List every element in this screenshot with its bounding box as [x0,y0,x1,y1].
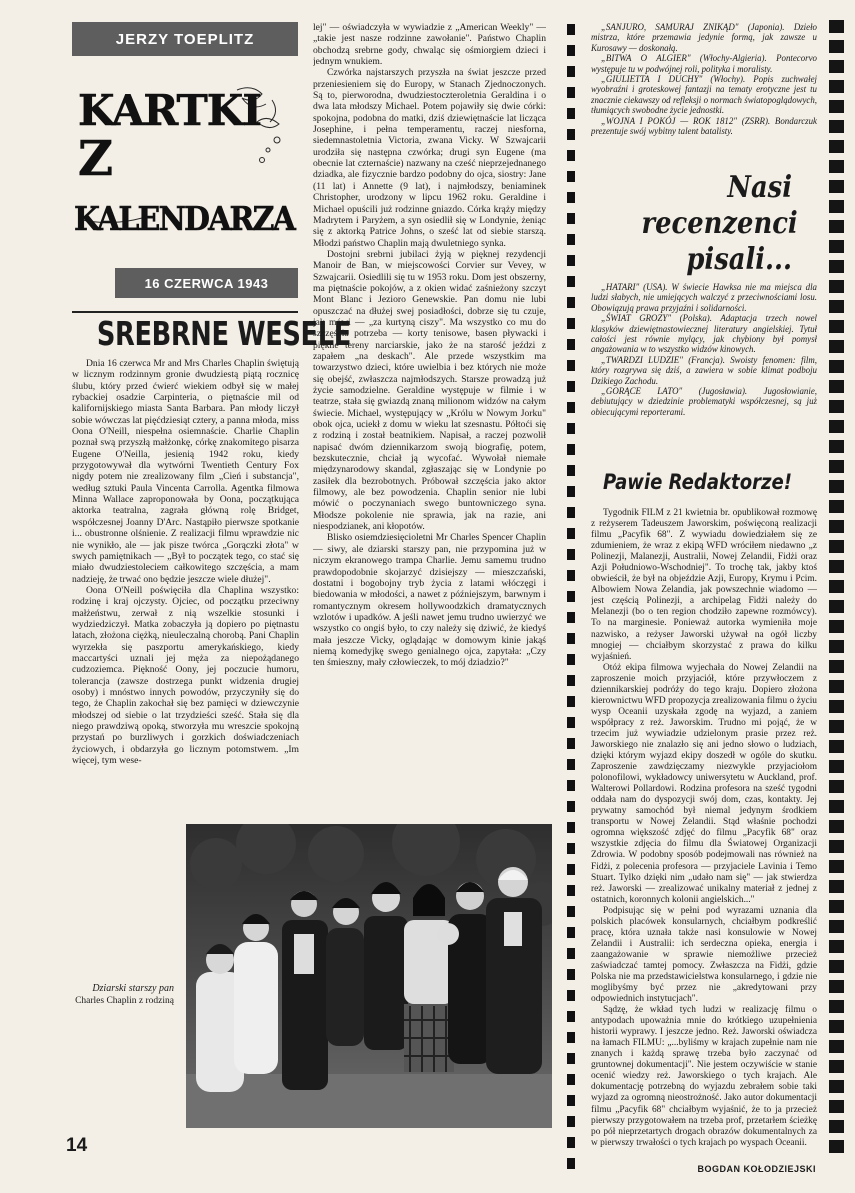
film-perforation [829,20,844,33]
film-perforation [567,276,575,287]
film-strip-divider [567,24,577,1184]
film-perforation [567,87,575,98]
film-perforation [567,24,575,35]
film-perforation [567,948,575,959]
film-perforation [829,1140,844,1153]
film-perforation [829,100,844,113]
film-perforation [829,760,844,773]
article-paragraph: Oona O'Neill poświęciła dla Chaplina wszystko: rodzinę i kraj ojczysty. Ojciec, od początku przeciwny małżeństwu, zerwał z nią wszelkie stosunki i wydziedziczył. Matka zobaczyła ją dopiero po piętnastu latach, złożona ciężką, nieuleczalną chorobą. Pani Chaplin wyrzekła się paszportu amerykańskiego, kiedy maccartyści uznali jej męża za niepożądanego cudzoziemca. Piękność Oony, jej poczucie humoru, tolerancja (zawsze dostrzega punkt widzenia drugiej osoby) i mnóstwo innych powodów, przyczyniły się do tego, że Chaplin zakochał się bez pamięci w dziewczynie młodszej od siebie o lat trzydzieści sześć. Stała się dla niego prawdziwą opoką, stworzyła mu wreszcie spokojną przystań po burzliwych i gorzkich doświadczeniach życiowych, i obdarzyła go licznym potomstwem. „Im więcej, tym wese- [72,584,299,767]
film-perforation [829,140,844,153]
film-perforation [829,60,844,73]
film-perforation [567,192,575,203]
film-perforation [567,654,575,665]
article-paragraph: Czwórka najstarszych przyszła na świat jeszcze przed przeniesieniem się do Europy, w Stanach Zjednoczonych. Są to, pierworodna, dwudziestoczteroletnia Geraldina i o dwa lata młodszy Michael. Potem pojawiły się dwie córki: spokojna, podobna do matki, dziś dziewiętnaście lat licząca Josephine, i pełna temperamentu, raczej niesforna, siedemnastoletnia Victoria, zwana Vicky. W Szwajcarii urodziła się następna czwórka; drugi syn Eugene (ma obecnie lat czternaście) nazwany na cześć nieprzejednanego dziadka, ale fizycznie bardzo podobny do ojca, siostry: Jane (11 lat) i Annette (9 lat), i najmłodszy, beniaminek Christopher, urodzony w lipcu 1962 roku. Geraldine i Michael opuścili już rodzinne gniazdo. Córka krąży między Madrytem i Paryżem, a syn osiedlił się w Londynie, żeniąc się z aktorką Patrice Johns, o sześć lat od siebie starszą. Młodzi państwo Chaplin mają dwuletniego synka. [313,67,546,249]
heading-line: Nasi [727,170,792,205]
film-perforation [829,400,844,413]
review-item: „ŚWIAT GROZY" (Polska). Adaptacja trzech nowel klasyków dziewiętnastowiecznej literatury angielskiej. Tytuł całości jest równie mylący, jak chybiony był pomysł angażowania w to wszystko widzów kinowych. [591,313,817,355]
review-item: „GORĄCE LATO" (Jugosławia). Jugosłowianie, debiutujący w dziedzinie problematyki współczesnej, są już obiecującymi reporterami. [591,386,817,417]
film-perforation [829,80,844,93]
author-name: JERZY TOEPLITZ [115,30,255,48]
review-item: „GIULIETTA I DUCHY" (Włochy). Popis zuchwałej wyobraźni i groteskowej fantazji na tematy erotyczne jest tu znacznie ciekawszy od refleksji o normach światopoglądowych, tłumiących swobodne życie jednostki. [591,74,817,116]
film-perforation [829,620,844,633]
photo-caption [66,983,174,1007]
film-perforation [567,906,575,917]
film-perforation [829,660,844,673]
film-perforation [567,633,575,644]
film-perforation [567,486,575,497]
film-perforation [567,1011,575,1022]
film-perforation [829,480,844,493]
film-perforation [829,820,844,833]
film-perforation [829,900,844,913]
title-line-2: Z [78,131,114,187]
article-column-1 [72,358,299,813]
film-perforation [829,120,844,133]
ornate-title-graphic [72,80,298,238]
film-perforation [829,640,844,653]
film-perforation [829,960,844,973]
heading-line: pisali... [686,242,792,277]
review-item: „BITWA O ALGIER" (Włochy-Algieria). Pontecorvo występuje tu w podwójnej roli, polityka i moralisty. [591,53,817,74]
film-perforation [567,1158,575,1169]
film-perforation [829,940,844,953]
section-heading-nasi-recenzenci [641,170,798,278]
letter-paragraph: Podpisując się w pełni pod wyrazami uznania dla polskich placówek konsularnych, chciałbym podkreślić pracę, która uznała także nasi konsulowie w Nowej Zelandii i Australii: ich serdeczna opieka, energia i zaangażowanie w sprawie niemożliwe przecież zaświadczać tamtej pomocy. Zwłaszcza na Fidżi, gdzie Polska nie ma przedstawicielstwa konsularnego, i gdzie nie moglibyśmy być przez nie „akredytowani przy odpowiednich instytucjach". [591,905,817,1005]
film-perforation [829,740,844,753]
film-perforation [829,1040,844,1053]
letter-paragraph: Otóż ekipa filmowa wyjechała do Nowej Zelandii na zaproszenie moich przyjaciół, które przywłoczem z dziennikarskiej podróży do tego kraju. Dopiero złożona kierownictwu WFD propozycja zrealizowania filmu o życiu wysp Oceanii uzyskała zgodę na wyjazd, a zaniem współpracy z reż. Jaworskim. Trudno mi pojąć, że w trzecim już wywiadzie udzielonym prasie przez reż. Jaworskiego nie znalazło się ani jedno słowo o ludziach, dzięki którym wyjazd ekipy doszedł w ogóle do skutku. Zaproszenie zawdzięczamy niezwykle przyjaciołom polonofilowi, wykładowcy uniwersytetu w Auckland, prof. Walterowi Pollardowi. Rodzina profesora na sześć tygodni oddała nam do dyspozycji swój dom, czas, kontakty. Jej prywatny samochód był niemal jedynym środkiem transportu w Nowej Zelandii. Stąd właśnie pochodzi ogromna większość zdjęć do filmu „Pacyfik 68" oraz wszystkie zdjęcia do filmu dla Światowej Organizacji Zdrowia. W podobny sposób podejmowali nas również na Fidżi, z polecenia profesora — przyjaciele Lavinia i Temo Stuart. Tylko dzięki nim „udało nam się" — jak stwierdza reż. Jaworski — zrealizować unikalny materiał z jednej z ostatnich, koronnych kolonii angielskich..." [591,662,817,905]
film-perforation [567,801,575,812]
film-perforation [567,234,575,245]
film-perforation [829,720,844,733]
article-paragraph: lej" — oświadczyła w wywiadzie z „American Weekly" — „takie jest nasze rodzinne zawołanie". Państwo Chaplin obchodzą srebrne gody, chwaląc się ośmiorgiem dzieci i jednym wnukiem. [313,22,546,68]
film-perforation [829,540,844,553]
film-perforation [567,150,575,161]
page-number: 14 [66,1135,88,1156]
film-perforation [829,680,844,693]
film-perforation [567,780,575,791]
film-perforation [829,260,844,273]
film-perforation [567,1053,575,1064]
film-perforation [567,297,575,308]
film-perforation [567,507,575,518]
film-perforation [567,108,575,119]
author-banner [72,22,298,56]
film-perforation [567,1095,575,1106]
film-perforation [829,780,844,793]
film-perforation [829,800,844,813]
film-perforation [829,1000,844,1013]
caption-subtitle: Charles Chaplin z rodziną [75,996,174,1006]
film-perforation [567,990,575,1001]
film-perforation [567,549,575,560]
film-perforation [567,969,575,980]
film-perforation [567,1032,575,1043]
film-perforation [567,402,575,413]
film-perforation [829,1120,844,1133]
film-perforation [567,171,575,182]
film-perforation [829,560,844,573]
film-perforation [567,759,575,770]
article-paragraph: Dostojni srebrni jubilaci żyją w pięknej rezydencji Manoir de Ban, w miejscowości Corvier sur Vevey, w Szwajcarii. Osiedlili się tu w 1953 roku. Dom jest obszerny, ma piętnaście pokojów, a z okien widać zaśnieżony szczyt Mont Blanc i Jezioro Genewskie. Pan domu nie lubi opuszczać na dłużej swej posiadłości, dobrze się tu czuje, jak mówi — „za kurtyną ciszy". Ma wszystko co mu do szczęścia potrzeba — korty tenisowe, basen pływacki i piękne tereny narciarskie, jako że na starość jeździ z zapałem „na deskach". Ale przede wszystkim ma towarzystwo dzieci, które uwielbia i bez których nie może się obejść, zwłaszcza najmłodszych. Starsze prowadzą już życie samodzielne. Geraldine występuje w filmie i w teatrze, stała się gwiazdą znaną milionom widzów na całym świecie. Michael, występujący w „Królu w Nowym Jorku" obok ojca, uciekł z domu w wieku lat szesnastu. Półtoći się z rodziną i został beatnikiem. Napisał, a raczej pozwolił napisać dwóm dziennikarzom swoją biografię, potem, bezskutecznie, chciał ją wycofać. Wywołał niemałe międzynarodowy skandal, zgłaszając się w Londynie po zasiłek dla bezrobotnych. Próbował szczęścia jako aktor filmowy, ale bez powodzenia. Chaplin senior nie lubi mówić o poczynaniach swego buntowniczego syna. Młodsze pokolenie nie sprawia, jak na razie, ani niespodzianek, ani kłopotów. [313,248,546,533]
film-perforation [829,1080,844,1093]
film-strip-border [829,20,844,1160]
family-photo [186,824,552,1128]
film-perforation [567,570,575,581]
film-perforation [567,465,575,476]
film-perforation [829,240,844,253]
film-perforation [829,180,844,193]
film-perforation [829,200,844,213]
review-item: „HATARI" (USA). W świecie Hawksa nie ma miejsca dla ludzi słabych, nie umiejących walczyć z przeciwnościami losu. Obowiązują prawa przyjaźni i solidarności. [591,282,817,313]
film-perforation [829,420,844,433]
film-perforation [567,591,575,602]
film-perforation [829,500,844,513]
film-perforation [567,885,575,896]
heading-line: recenzenci [641,206,798,241]
film-perforation [829,160,844,173]
film-perforation [567,129,575,140]
letter-signature: BOGDAN KOŁODZIEJSKI [697,1164,816,1174]
film-perforation [567,696,575,707]
film-perforation [567,864,575,875]
film-perforation [567,45,575,56]
film-perforation [567,339,575,350]
film-perforation [567,423,575,434]
film-perforation [829,700,844,713]
article-paragraph: Blisko osiemdziesięcioletni Mr Charles Spencer Chaplin — siwy, ale dziarski starszy pan, nie przypomina już w niczym ekranowego trampa Charlie. Jemu samemu trudno prawdopodobnie skojarzyć dzisiejszy — mieszczański, dostatni i bogobojny tryb życia z latami włóczęgi i biedowania w młodości, a nawet z późniejszym, barwnym i romantycznym okresem hollywoodzkich dramatycznych wzlotów i upadków. A jeśli nawet jemu trudno uwierzyć we wszystko co ongiś było, to czy należy się dziwić, że kiedyś mała jeszcze Vicky, oglądając w domowym kinie jakąś niemą komedyjkę swego genialnego ojca, zapytała: „Czy ten śmieszny, mały człowieczek, to mój dziadzio?" [313,532,546,669]
film-perforation [567,381,575,392]
film-perforation [829,580,844,593]
film-perforation [567,612,575,623]
reviews-top [591,22,817,164]
letter-paragraph: Sądzę, że wkład tych ludzi w realizację filmu o antypodach upoważnia mnie do krótkiego uzupełnienia historii wyprawy. I jeszcze jedno. Reż. Jaworski oświadcza na łamach FILMU: „...byliśmy w krajach zupełnie nam nie znanych i każdą sprawę trzeba było zaczynać od gruntownej dokumentacji". Nie jestem oczywiście w stanie ocenić wiedzy reż. Jaworskiego o tych krajach. Ale dokumentację potrzebną do wyjazdu zebrałem sobie taki wyjazd za ogromną nieostrożność. Jako autor dokumentacji filmu „Pacyfik 68" chciałbym wyjaśnić, że to ja przecież pierwszy przygotowałem na trzeba prof, przetarłem ścieżkę po pół nieprzetartych drogach obrazów dokumentalnych za w pierwszy trwałości o tych krajach po wyspach Oceanii. [591,1005,817,1148]
film-perforation [829,380,844,393]
review-item: „SANJURO, SAMURAJ ZNIKĄD" (Japonia). Dzieło mistrza, które przemawia jedynie formą, jak zawsze u Kurosawy — doskonałą. [591,22,817,53]
date-text: 16 CZERWCA 1943 [144,275,269,291]
film-perforation [829,300,844,313]
film-perforation [567,66,575,77]
film-perforation [567,1116,575,1127]
film-perforation [567,318,575,329]
letter-body [591,508,817,1160]
column-logo [72,80,298,238]
film-perforation [567,444,575,455]
film-perforation [829,340,844,353]
film-perforation [829,1020,844,1033]
film-perforation [829,600,844,613]
film-perforation [829,280,844,293]
film-perforation [567,738,575,749]
film-perforation [829,860,844,873]
article-headline: SREBRNE WESELE [96,314,351,353]
film-perforation [567,528,575,539]
date-banner [115,268,298,298]
review-item: „TWARDZI LUDZIE" (Francja). Swoisty fenomen: film, który rozgrywa się dziś, a zawiera w sobie klimat podboju Dzikiego Zachodu. [591,354,817,386]
film-perforation [829,980,844,993]
film-perforation [567,1137,575,1148]
film-perforation [567,1074,575,1085]
article-column-2 [313,22,546,812]
film-perforation [829,440,844,453]
letter-paragraph: Tygodnik FILM z 21 kwietnia br. opublikował rozmowę z reżyserem Tadeuszem Jaworskim, poświęconą realizacji filmu „Pacyfik 68". Z wywiadu dowiedziałem się ze zdumieniem, że wraz z ekipą WFD wróciłem niedawno „z Polinezji, Malanezji, Australii, Nowej Zelandii, Fidżi oraz Azji Południowo-Wschodniej". To trochę tak, jakby ktoś obwieścił, że był na objeździe Azji, Europy, Krymu i Pcim. Albowiem Nowa Zelandia, jak powszechnie wiadomo — jest częścią Polinezji, a archipelag Fidżi należy do Melanezji (bo o ten region chodziło zapewne rozmówcy). To na marginesie. Ponieważ autorka wymieniła moje nazwisko, a reżyser Jaworski używał na ogół liczby mnogiej — chciałbym skorzystać z prawa do kilku wyjaśnień. [591,508,817,662]
title-line-1: KARTKI [78,86,261,135]
title-line-3: KALENDARZA [74,199,297,238]
reviews-bottom [591,282,817,460]
film-perforation [567,843,575,854]
caption-title: Dziarski starszy pan [92,983,174,994]
film-perforation [829,360,844,373]
film-perforation [829,840,844,853]
film-perforation [567,360,575,371]
film-perforation [567,927,575,938]
headline-rule [72,311,298,313]
film-perforation [567,255,575,266]
film-perforation [829,880,844,893]
film-perforation [567,675,575,686]
film-perforation [829,520,844,533]
film-perforation [829,320,844,333]
film-perforation [567,717,575,728]
film-perforation [567,213,575,224]
photo-image [186,824,552,1128]
film-perforation [829,1100,844,1113]
film-perforation [829,460,844,473]
letter-heading: Pawie Redaktorze! [603,470,793,494]
film-perforation [829,220,844,233]
review-item: „WOJNA I POKÓJ — ROK 1812" (ZSRR). Bondarczuk prezentuje swój wybitny talent batalisty. [591,115,817,137]
film-perforation [829,40,844,53]
film-perforation [829,920,844,933]
film-perforation [829,1060,844,1073]
film-perforation [567,822,575,833]
article-paragraph: Dnia 16 czerwca Mr and Mrs Charles Chaplin świętują w licznym rodzinnym gronie dwudziestą piątą rocznicę ślubu, który przed ćwierć wiekiem odbył się w małej rybackiej osadzie Carpinteria, o piętnaście mil od kalifornijskiego miasta Santa Barbara. Pan młody liczył sobie wówczas lat pięćdziesiąt cztery, a panna młoda, miss Oona O'Neill, niespełna osiemnaście. Charlie Chaplin poznał swą przyszłą małżonkę, córkę znakomitego pisarza Eugene O'Neilla, jesienią 1942 roku, kiedy przygotowywał dla wytwórni Twentieth Century Fox nigdy potem nie zrealizowany film „Cień i substancja", według sztuki Paula Vincenta Carrolla. Agentka filmowa Minna Wallace zaproponowała by Oona, początkująca aktorka teatralna, zagrała główną rolę Bridget, współczesnej Joanny D'Arc. Nastąpiło pierwsze spotkanie i... obustronne olśnienie. Z realizacji filmu wprawdzie nic nie wynikło, ale — jak pisze twórca „Gorączki złota" w swych pamiętnikach — „Był to początek tego, co stać się miało dwudziestoleciem całkowitego szczęścia, a mam nadzieję, że trwać ono będzie jeszcze wiele dłużej". [72,358,299,585]
